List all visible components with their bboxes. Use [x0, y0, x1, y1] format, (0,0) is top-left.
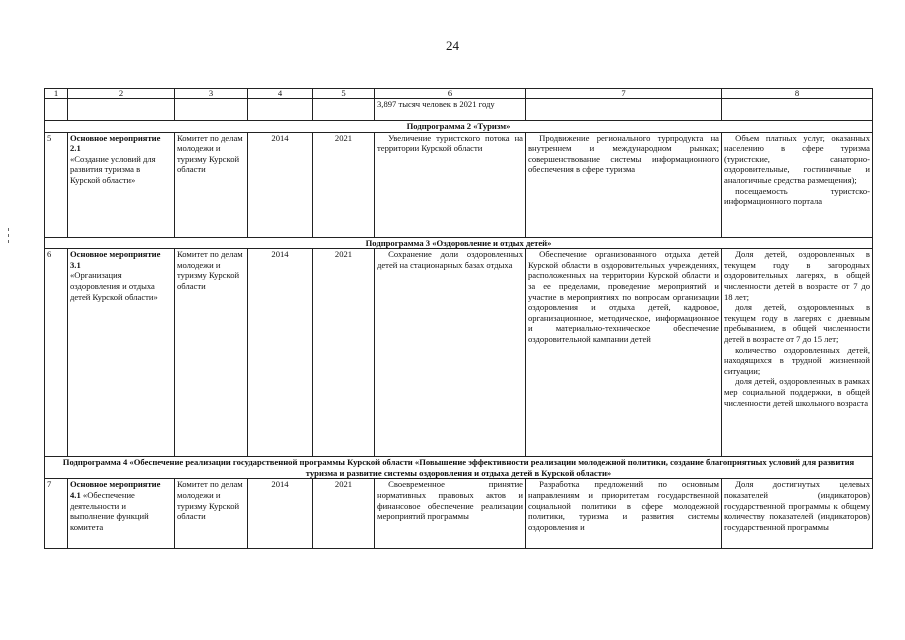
header-cell: 5 — [313, 89, 375, 99]
indicator-item: доля детей, оздоровленных в рамках мер социальной поддержки, в общей численности детей школьного возраста — [724, 376, 870, 408]
measure-title: Основное мероприятие 2.1 — [70, 132, 161, 154]
row-number: 6 — [45, 249, 68, 457]
start-year: 2014 — [248, 249, 313, 457]
indicator-item: количество оздоровленных детей, находящихся в трудной жизненной ситуации; — [724, 344, 870, 376]
measure-name: «Обеспечение деятельности и выполнение функций комитета — [70, 489, 149, 532]
header-cell: 6 — [375, 89, 526, 99]
measure-cell — [68, 132, 175, 237]
measure-title: Основное мероприятие 4.1 — [70, 479, 161, 500]
directions-cell: Продвижение регионального турпродукта на внутреннем и международном рынках; совершенствование системы информационного обеспечения в сфере туризма — [526, 132, 722, 237]
subprogram-title: Подпрограмма 2 «Туризм» — [45, 121, 873, 133]
directions-cell: Разработка предложений по основным направлениям и приоритетам государственной социальной политики в сфере молодежной политики, туризма и развития системы оздоровления и — [526, 479, 722, 549]
end-year: 2021 — [313, 249, 375, 457]
result-cell: Увеличение туристского потока на территории Курской области — [375, 132, 526, 237]
indicator-item: Доля детей, оздоровленных в текущем году в загородных оздоровительных лагерях, в общей численности детей в возрасте от 7 до 18 лет; — [724, 249, 870, 302]
header-cell: 4 — [248, 89, 313, 99]
table-row — [45, 249, 873, 457]
end-year: 2021 — [313, 479, 375, 549]
executor-cell: Комитет по делам молодежи и туризму Курской области — [175, 249, 248, 457]
page-number: 24 — [446, 38, 459, 53]
measure-name: «Организация оздоровления и отдыха детей Курской области» — [70, 270, 158, 302]
measure-title: Основное мероприятие 3.1 — [70, 249, 161, 270]
table-row — [45, 99, 873, 121]
subprogram-title: Подпрограмма 3 «Оздоровление и отдых детей» — [45, 237, 873, 249]
indicators-cell — [722, 479, 873, 549]
measure-name: «Создание условий для развития туризма в Курской области» — [70, 153, 156, 185]
result-cell: Сохранение доли оздоровленных детей на стационарных базах отдыха — [375, 249, 526, 457]
row-number: 7 — [45, 479, 68, 549]
header-cell: 3 — [175, 89, 248, 99]
indicator-item: Доля достигнутых целевых показателей (индикаторов) государственной программы к общему количеству показателей (индикаторов) государственной программы — [724, 479, 870, 532]
program-table — [44, 88, 873, 549]
indicator-item: посещаемость туристско-информационного портала — [724, 185, 870, 207]
indicator-item: Объем платных услуг, оказанных населению в сфере туризма (туристские, санаторно-оздоровительные, гостиничные и аналогичные средства размещения); — [724, 132, 870, 185]
header-cell: 8 — [722, 89, 873, 99]
result-cell: 3,897 тысяч человек в 2021 году — [375, 99, 526, 121]
header-cell: 2 — [68, 89, 175, 99]
table-row — [45, 132, 873, 237]
directions-cell: Обеспечение организованного отдыха детей Курской области в оздоровительных учреждениях, расположенных на территории Курской области и за ее пределами, проведение мероприятий и участие в мероприятиях по вопросам организации оздоровления и отдыха детей, кадровое, организационное, методическое, информационное и материально-техническое обеспечение оздоровительной кампании детей — [526, 249, 722, 457]
executor-cell: Комитет по делам молодежи и туризму Курской области — [175, 132, 248, 237]
result-cell: Своевременное принятие нормативных правовых актов и финансовое обеспечение реализации мероприятий программы — [375, 479, 526, 549]
measure-cell — [68, 249, 175, 457]
table-row — [45, 479, 873, 549]
indicator-item: доля детей, оздоровленных в текущем году в лагерях с дневным пребыванием, в общей численности детей в возрасте от 7 до 15 лет; — [724, 302, 870, 344]
measure-cell — [68, 479, 175, 549]
indicators-cell — [722, 132, 873, 237]
margin-marks — [8, 225, 12, 255]
subprogram-row — [45, 121, 873, 133]
subprogram-title: Подпрограмма 4 «Обеспечение реализации государственной программы Курской области «Повышение эффективности реализации молодежной политики, создание благоприятных условий для развития туризма и развитие системы оздоровления и отдыха детей в Курской области» — [45, 457, 873, 479]
executor-cell: Комитет по делам молодежи и туризму Курской области — [175, 479, 248, 549]
start-year: 2014 — [248, 132, 313, 237]
subprogram-row — [45, 237, 873, 249]
header-cell: 1 — [45, 89, 68, 99]
header-cell: 7 — [526, 89, 722, 99]
row-number: 5 — [45, 132, 68, 237]
end-year: 2021 — [313, 132, 375, 237]
indicators-cell — [722, 249, 873, 457]
subprogram-row — [45, 457, 873, 479]
header-row — [45, 89, 873, 99]
start-year: 2014 — [248, 479, 313, 549]
